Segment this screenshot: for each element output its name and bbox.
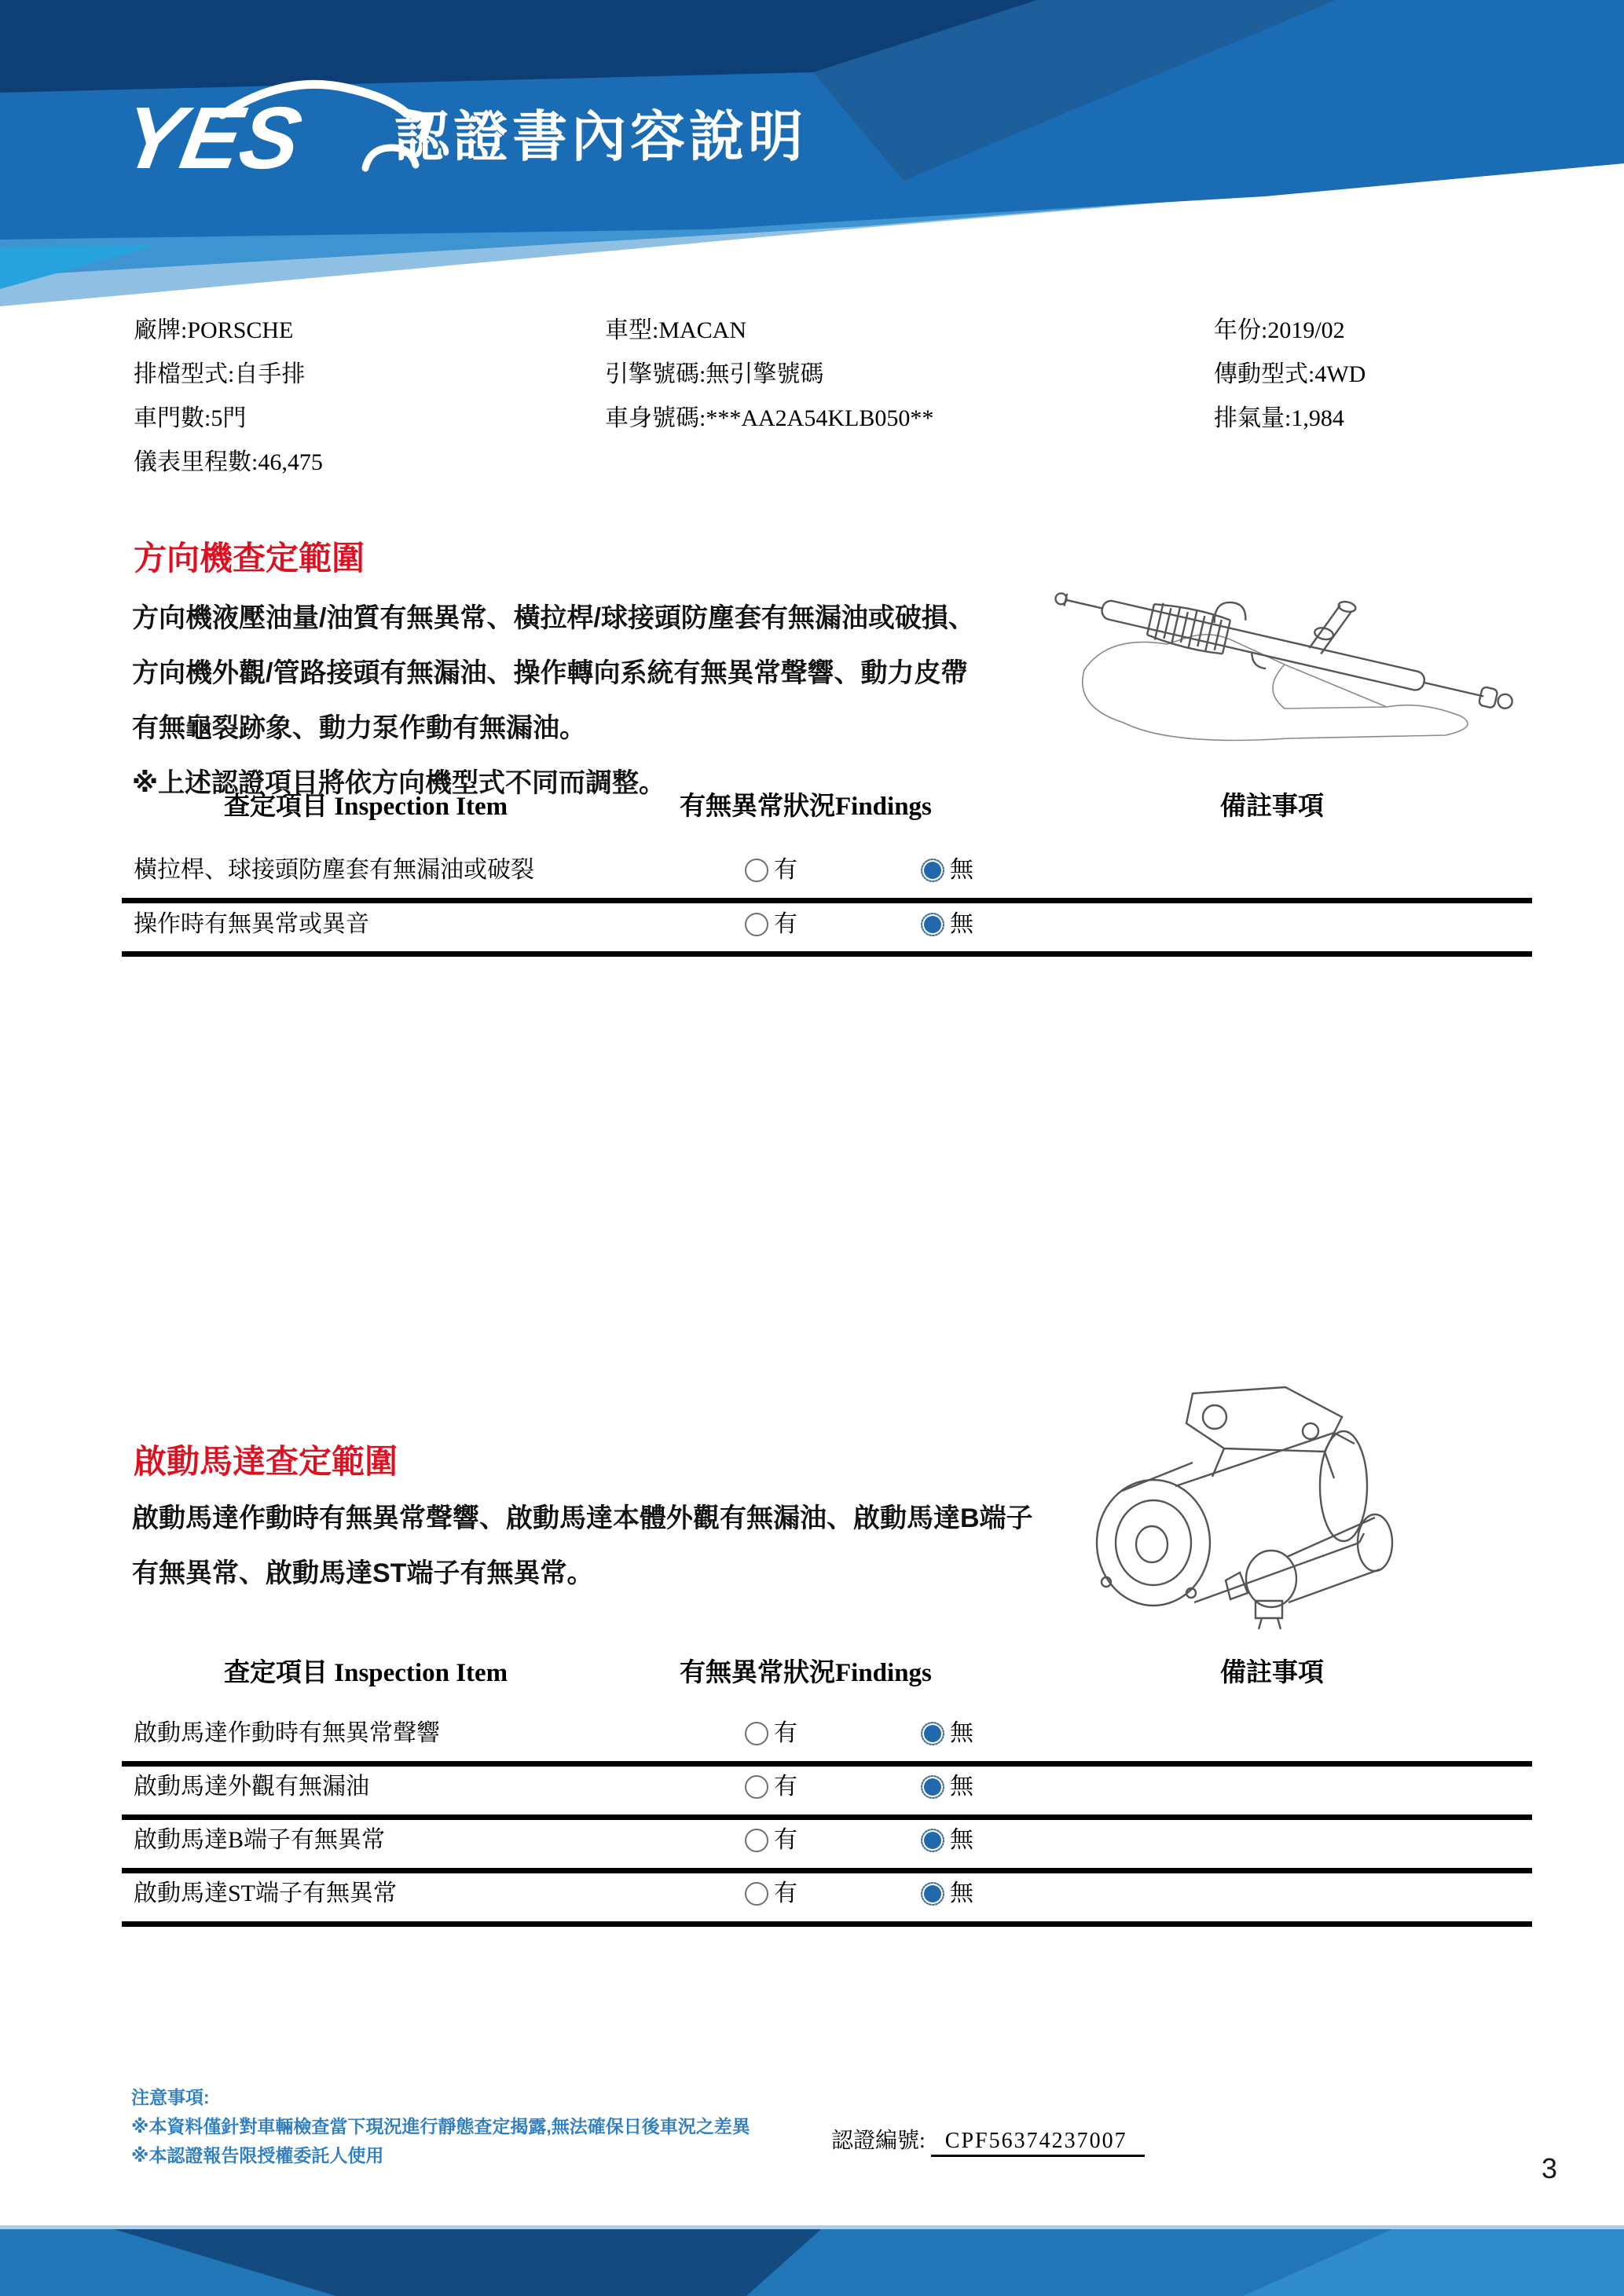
starter-inspection-table <box>122 1638 1532 1932</box>
table-header-findings: 有無異常狀況Findings <box>680 793 932 821</box>
radio-yes-label: 有 <box>774 911 797 937</box>
radio-no-label: 無 <box>950 1720 973 1746</box>
inspection-item-label: 啟動馬達作動時有無異常聲響 <box>134 1720 440 1746</box>
vehicle-drivetrain: 傳動型式:4WD <box>1214 361 1366 387</box>
finding-option-yes[interactable] <box>745 1763 797 1811</box>
certificate-number-value: CPF56374237007 <box>931 2129 1145 2157</box>
radio-yes-label: 有 <box>774 857 797 883</box>
finding-option-no[interactable] <box>921 847 973 894</box>
table-header-findings: 有無異常狀況Findings <box>680 1659 932 1687</box>
table-row <box>122 1817 1532 1864</box>
radio-selected-icon[interactable] <box>921 859 944 882</box>
inspection-item-label: 橫拉桿、球接頭防塵套有無漏油或破裂 <box>134 857 534 883</box>
finding-option-yes[interactable] <box>745 1710 797 1757</box>
vehicle-model: 車型:MACAN <box>605 317 747 343</box>
radio-selected-icon[interactable] <box>921 1829 944 1852</box>
vehicle-door-count: 車門數:5門 <box>134 405 247 431</box>
certificate-number-row <box>831 2123 1145 2155</box>
page-title: 認證書內容說明 <box>394 106 807 167</box>
vehicle-engine-number: 引擎號碼:無引擎號碼 <box>605 361 824 387</box>
table-row <box>122 1763 1532 1811</box>
inspection-item-label: 啟動馬達外觀有無漏油 <box>134 1774 369 1800</box>
radio-no-label: 無 <box>950 1827 973 1853</box>
vehicle-vin: 車身號碼:***AA2A54KLB050** <box>605 405 934 431</box>
radio-unselected-icon[interactable] <box>745 1775 768 1799</box>
steering-desc-line-2: 方向機外觀/管路接頭有無漏油、操作轉向系統有無異常聲響、動力皮帶 <box>132 658 968 688</box>
finding-option-yes[interactable] <box>745 1870 797 1917</box>
radio-yes-label: 有 <box>774 1827 797 1853</box>
table-header-item: 查定項目 Inspection Item <box>224 1659 508 1687</box>
notice-block <box>131 2083 750 2170</box>
section-starter-title: 啟動馬達查定範圍 <box>134 1443 398 1480</box>
radio-selected-icon[interactable] <box>921 1722 944 1745</box>
starter-motor-illustration <box>1075 1376 1414 1639</box>
finding-option-no[interactable] <box>921 901 973 948</box>
vehicle-brand: 廠牌:PORSCHE <box>134 317 294 343</box>
vehicle-info-column-3 <box>1214 309 1366 441</box>
table-row <box>122 1710 1532 1757</box>
radio-selected-icon[interactable] <box>921 913 944 936</box>
row-divider <box>122 1921 1532 1927</box>
radio-unselected-icon[interactable] <box>745 1829 768 1852</box>
inspection-item-label: 啟動馬達ST端子有無異常 <box>134 1880 398 1906</box>
vehicle-displacement: 排氣量:1,984 <box>1214 405 1344 431</box>
radio-unselected-icon[interactable] <box>745 1882 768 1906</box>
radio-no-label: 無 <box>950 911 973 937</box>
table-row <box>122 1870 1532 1917</box>
radio-selected-icon[interactable] <box>921 1775 944 1799</box>
table-row <box>122 901 1532 948</box>
finding-option-no[interactable] <box>921 1817 973 1864</box>
steering-desc-line-4: ※上述認證項目將依方向機型式不同而調整。 <box>132 768 666 798</box>
page-number: 3 <box>1542 2152 1558 2184</box>
table-header-item: 查定項目 Inspection Item <box>224 793 508 821</box>
finding-option-yes[interactable] <box>745 1817 797 1864</box>
vehicle-info-column-2 <box>605 309 933 441</box>
radio-unselected-icon[interactable] <box>745 913 768 936</box>
radio-unselected-icon[interactable] <box>745 859 768 882</box>
starter-desc-line-2: 有無異常、啟動馬達ST端子有無異常。 <box>132 1558 594 1588</box>
radio-no-label: 無 <box>950 1880 973 1906</box>
table-header-notes: 備註事項 <box>1220 793 1324 821</box>
yes-logo-text: YES <box>130 88 309 187</box>
notice-line-2: ※本認證報告限授權委託人使用 <box>131 2145 384 2166</box>
steering-desc-line-1: 方向機液壓油量/油質有無異常、橫拉桿/球接頭防塵套有無漏油或破損、 <box>132 603 975 633</box>
section-steering-title: 方向機查定範圍 <box>134 540 365 577</box>
steering-inspection-table <box>122 782 1532 962</box>
finding-option-yes[interactable] <box>745 847 797 894</box>
radio-yes-label: 有 <box>774 1774 797 1800</box>
vehicle-year: 年份:2019/02 <box>1214 317 1345 343</box>
finding-option-yes[interactable] <box>745 901 797 948</box>
section-steering-description <box>132 591 975 811</box>
radio-no-label: 無 <box>950 1774 973 1800</box>
section-starter-description <box>132 1491 1033 1601</box>
radio-yes-label: 有 <box>774 1720 797 1746</box>
notice-title: 注意事項: <box>131 2087 210 2107</box>
vehicle-transmission-type: 排檔型式:自手排 <box>134 361 306 387</box>
notice-line-1: ※本資料僅針對車輛檢查當下現況進行靜態查定揭露,無法確保日後車況之差異 <box>131 2116 750 2137</box>
finding-option-no[interactable] <box>921 1710 973 1757</box>
radio-unselected-icon[interactable] <box>745 1722 768 1745</box>
row-divider <box>122 951 1532 957</box>
radio-yes-label: 有 <box>774 1880 797 1906</box>
certificate-number-label: 認證編號: <box>831 2129 926 2153</box>
inspection-item-label: 操作時有無異常或異音 <box>134 911 369 937</box>
footer-banner-graphic <box>0 2225 1624 2296</box>
vehicle-odometer: 儀表里程數:46,475 <box>134 449 323 475</box>
steering-desc-line-3: 有無龜裂跡象、動力泵作動有無漏油。 <box>132 713 586 743</box>
finding-option-no[interactable] <box>921 1870 973 1917</box>
starter-desc-line-1: 啟動馬達作動時有無異常聲響、啟動馬達本體外觀有無漏油、啟動馬達B端子 <box>132 1503 1033 1533</box>
table-header-notes: 備註事項 <box>1220 1659 1324 1687</box>
table-row <box>122 847 1532 894</box>
steering-rack-illustration <box>1049 540 1532 758</box>
radio-selected-icon[interactable] <box>921 1882 944 1906</box>
radio-no-label: 無 <box>950 857 973 883</box>
vehicle-info-column-1 <box>134 309 323 485</box>
finding-option-no[interactable] <box>921 1763 973 1811</box>
inspection-item-label: 啟動馬達B端子有無異常 <box>134 1827 386 1853</box>
